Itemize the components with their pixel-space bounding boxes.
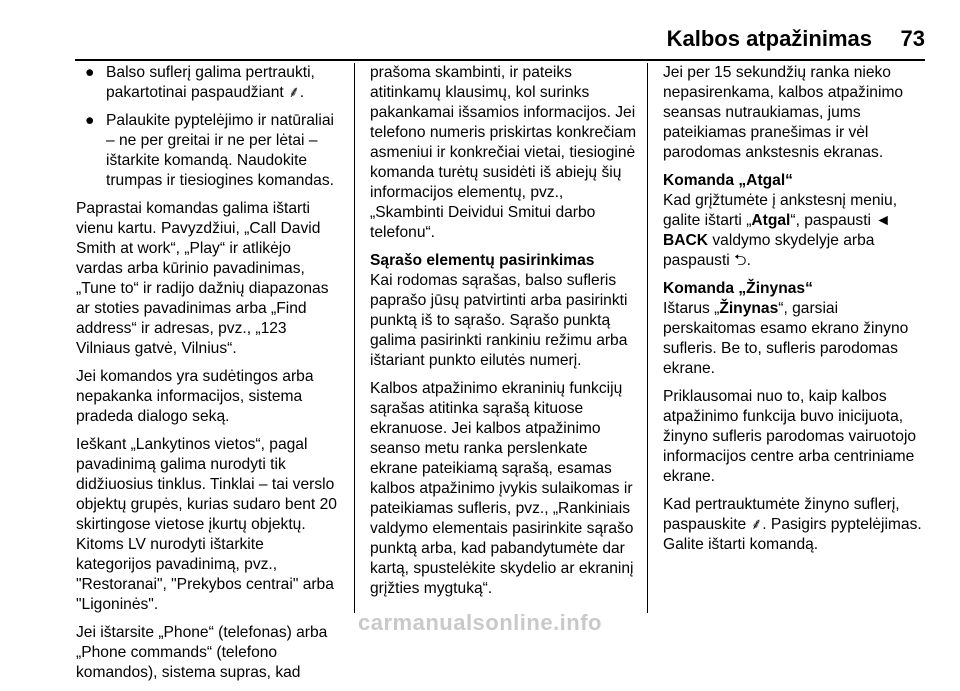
voice-control-icon: ⸙: [750, 516, 763, 533]
bullet-dot-icon: ●: [85, 64, 95, 81]
paragraph: Kai rodomas sąrašas, balso sufleris paprašo jūsų patvirtinti arba pasirinkti punktą iš to sąrašo. Sąrašo punktą galima pasirinkti rankiniu režimu arba ištariant punkto eilutės numerį.: [370, 272, 628, 369]
paragraph: Jei per 15 sekundžių ranka nieko nepasirenkama, kalbos atpažinimo seansas nutraukiamas, jums pateikiamas pranešimas ir vėl parodomas ankstesnis ekranas.: [663, 64, 904, 161]
page-number: 73: [900, 26, 925, 51]
voice-control-icon: ⸙: [288, 84, 300, 101]
subheading: Sąrašo elementų pasirinkimas: [370, 252, 595, 269]
paragraph: Priklausomai nuo to, kaip kalbos atpažinimo funkcija buvo inicijuota, žinyno sufleris parodomas vairuotojo informacijos centre arba centriniame ekrane.: [663, 388, 917, 485]
subheading: Komanda „Žinynas“: [663, 280, 813, 297]
watermark: carmanualsonline.info: [358, 610, 602, 635]
bullet-dot-icon: ●: [85, 112, 95, 129]
subheading: Komanda „Atgal“: [663, 172, 793, 189]
paragraph: Ieškant „Lankytinos vietos“, pagal pavadinimą galima nurodyti tik didžiuosius tinklus. Tinklai – tai verslo objektų grupės, kurias sudaro bent 20 skirtingose vietose įkurtų objektų. Kitoms LV nurodyti ištarkite kategorijos pavadinimą, pvz., "Restoranai", "Prekybos centrai" arba "Ligoninės".: [76, 436, 337, 613]
paragraph: prašoma skambinti, ir pateiks atitinkamų klausimų, kol surinks pakankamai išsamios informacijos. Jei telefono numeris priskirtas konkrečiam asmeniui ir konkrečiai vietai, tiesioginė komanda turėtų susidėti iš abiejų šių informacijos elementų, pvz., „Skambinti Deividui Smitui darbo telefonu“.: [370, 64, 637, 241]
paragraph: Kad grįžtumėte į ankstesnį meniu, galite ištarti „Atgal“, paspausti ◄ BACK valdymo skydelyje arba paspausti ⮌.: [663, 192, 898, 269]
bullet-item: ● Balso suflerį galima pertraukti, pakartotinai paspaudžiant ⸙.: [85, 64, 315, 101]
column-1: [76, 63, 340, 691]
return-icon: ⮌: [734, 252, 747, 269]
column-divider-1: [354, 63, 355, 613]
column-2: [370, 63, 637, 607]
column-divider-2: [647, 63, 648, 613]
page-header: [0, 24, 960, 56]
column-3: [663, 63, 930, 563]
back-arrow-icon: ◄: [875, 212, 891, 229]
paragraph: Kad pertrauktumėte žinyno suflerį, paspauskite ⸙. Pasigirs pyptelėjimas. Galite ištarti komandą.: [663, 496, 922, 553]
paragraph: Paprastai komandas galima ištarti vienu kartu. Pavyzdžiui, „Call David Smith at work“, „Play“ ir atlikėjo vardas arba kūrinio pavadinimas, „Tune to“ ir radijo dažnių diapazonas ar stoties pavadinimas arba „Find address“ ir adresas, pvz., „123 Vilniaus gatvė, Vilnius“.: [76, 200, 329, 357]
bullet-item: ● Palaukite pyptelėjimo ir natūraliai – ne per greitai ir ne per lėtai – ištarkite komandą. Naudokite trumpas ir tiesiogines komandas.: [85, 112, 334, 189]
paragraph: Jei ištarsite „Phone“ (telefonas) arba „Phone commands“ (telefono komandos), sistema supras, kad: [76, 624, 328, 681]
header-divider: [75, 59, 925, 61]
paragraph: Kalbos atpažinimo ekraninių funkcijų sąrašas atitinka sąrašą kituose ekranuose. Jei kalbos atpažinimo seanso metu ranka perslenkate ekrane pateikiamą sąrašą, esamas kalbos atpažinimo įvykis sulaikomas ir pateikiamas sufleris, pvz., „Rankiniais valdymo elementais pasirinkite sąrašo punktą arba, kad pabandytumėte dar kartą, spustelėkite skydelio ar ekraninį grįžties mygtuką“.: [370, 380, 634, 597]
paragraph: Jei komandos yra sudėtingos arba nepakanka informacijos, sistema pradeda dialogo seką.: [76, 368, 314, 425]
section-title: Kalbos atpažinimas: [666, 26, 872, 51]
paragraph: Ištarus „Žinynas“, garsiai perskaitomas esamo ekrano žinyno sufleris. Be to, sufleris parodomas ekrane.: [663, 300, 909, 377]
